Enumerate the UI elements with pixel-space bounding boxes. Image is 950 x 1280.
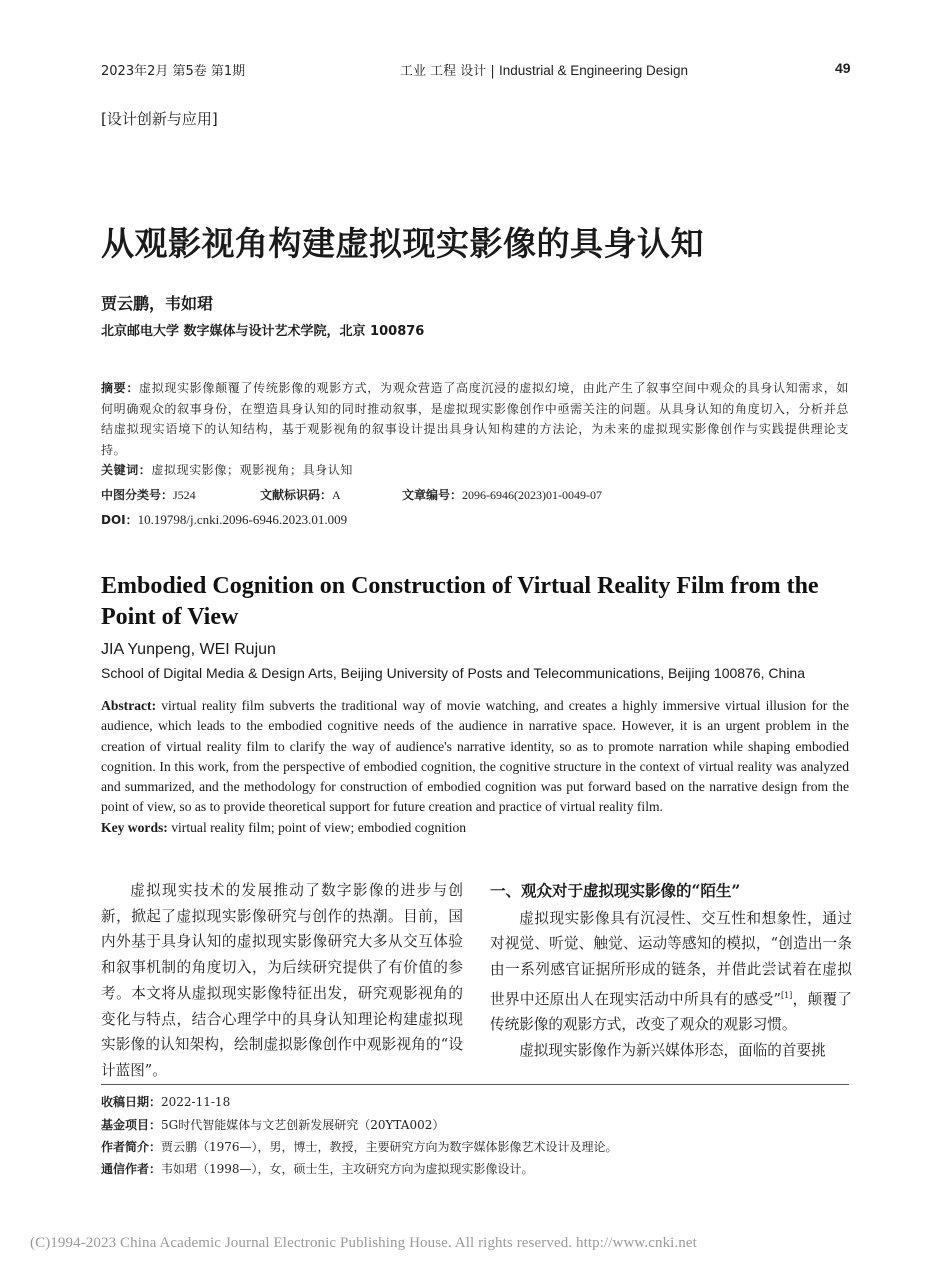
doi-value: 10.19798/j.cnki.2096-6946.2023.01.009 — [137, 512, 348, 527]
keywords-cn-label: 关键词： — [101, 463, 152, 477]
doc-code-value: A — [332, 488, 341, 502]
keywords-cn-text: 虚拟现实影像；观影视角；具身认知 — [151, 463, 354, 477]
body-right-column — [490, 878, 852, 1064]
section-tag: [设计创新与应用] — [101, 110, 218, 128]
copyright-notice: (C)1994-2023 China Academic Journal Electronic Publishing House. All rights reserved. http://www.cnki.net — [30, 1235, 697, 1251]
title-en: Embodied Cognition on Construction of Virtual Reality Film from the Point of View — [101, 573, 819, 630]
keywords-en-label: Key words: — [101, 820, 168, 835]
abstract-cn-label: 摘要： — [101, 381, 140, 395]
journal-name — [400, 60, 688, 79]
abstract-en — [101, 696, 849, 818]
doi — [101, 511, 347, 528]
keywords-cn — [101, 460, 849, 481]
section1-paragraph-1 — [490, 906, 852, 1038]
author-value: 贾云鹏（1976—），男，博士，教授，主要研究方向为数字媒体影像艺术设计及理论。 — [161, 1140, 618, 1154]
footnote-divider — [101, 1084, 849, 1085]
affiliation-cn: 北京邮电大学 数字媒体与设计艺术学院，北京 100876 — [101, 324, 425, 339]
affiliation-en: School of Digital Media & Design Arts, Beijing University of Posts and Telecommunications, Beijing 100876, China — [101, 665, 805, 681]
received-label: 收稿日期： — [101, 1095, 162, 1109]
footnote-received — [101, 1093, 230, 1110]
section-heading: 一、观众对于虚拟现实影像的“陌生” — [490, 881, 741, 900]
section1-para1-text: 虚拟现实影像具有沉浸性、交互性和想象性，通过对视觉、听觉、触觉、运动等感知的模拟，“创造出一条由一系列感官证据所形成的链条，并借此尝试着在虚拟世界中还原出人在现实活动中所具有的感受” — [490, 909, 852, 1008]
journal-name-en: Industrial & Engineering Design — [498, 63, 689, 78]
author-label: 作者简介： — [101, 1140, 162, 1154]
journal-separator: | — [490, 64, 495, 79]
abstract-en-label: Abstract: — [101, 698, 157, 713]
clc-label: 中图分类号： — [101, 488, 174, 502]
keywords-en-text: virtual reality film; point of view; embodied cognition — [171, 820, 467, 835]
title-cn: 从观影视角构建虚拟现实影像的具身认知 — [101, 224, 704, 263]
journal-name-cn: 工业 工程 设计 — [400, 64, 487, 79]
intro-paragraph: 虚拟现实技术的发展推动了数字影像的进步与创新，掀起了虚拟现实影像研究与创作的热潮。目前，国内外基于具身认知的虚拟现实影像研究大多从交互体验和叙事机制的角度切入，为后续研究提供了有价值的参考。本文将从虚拟现实影像特征出发，研究观影视角的变化与特点，结合心理学中的具身认知理论构建虚拟现实影像的认知架构，绘制虚拟影像创作中观影视角的“设计蓝图”。 — [101, 882, 463, 1079]
footnote-correspondence — [101, 1160, 534, 1177]
classification-row — [101, 486, 196, 503]
article-number-label: 文章编号： — [402, 488, 463, 502]
corr-value: 韦如珺（1998—），女，硕士生，主攻研究方向为虚拟现实影像设计。 — [161, 1162, 534, 1176]
body-left-column — [101, 878, 463, 1084]
corr-label: 通信作者： — [101, 1162, 162, 1176]
page-number: 49 — [835, 60, 851, 76]
section1-para1-end: ，颠覆了传统影像的观影方式，改变了观众的观影习惯。 — [490, 990, 852, 1034]
abstract-cn — [101, 378, 849, 460]
article-number-value: 2096-6946(2023)01-0049-07 — [462, 488, 602, 502]
abstract-en-text: virtual reality film subverts the traditional way of movie watching, and creates a highly immersive virtual illusion for the audience, which leads to the embodied cognitive needs of the audience in narrative space. However, it is an urgent problem in the creation of virtual reality film to clarify the way of audience's narrative identity, so as to promote narration while shaping embodied cognition. In this work, from the perspective of embodied cognition, the cognitive structure in the context of virtual reality was analyzed and summarized, and the methodology for construction of embodied cognition was put forward based on the narrative design from the point of view, so as to provide theoretical support for future creation and practice of virtual reality film. — [101, 698, 850, 815]
clc-value: J524 — [173, 488, 196, 502]
section1-paragraph-2: 虚拟现实影像作为新兴媒体形态，面临的首要挑 — [519, 1042, 826, 1060]
doc-code — [260, 486, 341, 503]
footnote-author — [101, 1138, 618, 1155]
authors-en: JIA Yunpeng, WEI Rujun — [101, 641, 276, 658]
citation-ref[interactable]: [1] — [780, 990, 793, 1000]
received-value: 2022-11-18 — [161, 1095, 231, 1109]
abstract-cn-text: 虚拟现实影像颠覆了传统影像的观影方式，为观众营造了高度沉浸的虚拟幻境，由此产生了叙事空间中观众的具身认知需求，如何明确观众的叙事身份，在塑造具身认知的同时推动叙事，是虚拟现实影像创作中亟需关注的问题。从具身认知的角度切入，分析并总结虚拟现实语境下的认知结构，基于观影视角的叙事设计提出具身认知构建的方法论，为未来的虚拟现实影像创作与实践提供理论支持。 — [101, 381, 849, 457]
keywords-en — [101, 820, 466, 836]
authors-cn: 贾云鹏，韦如珺 — [101, 294, 214, 313]
footnote-fund — [101, 1116, 444, 1133]
abstract-cn-block — [101, 378, 849, 481]
issue-info: 2023年2月 第5卷 第1期 — [101, 64, 246, 79]
doi-label: DOI： — [101, 513, 138, 527]
article-number — [402, 486, 602, 503]
fund-label: 基金项目： — [101, 1118, 162, 1132]
doc-code-label: 文献标识码： — [260, 488, 333, 502]
fund-value: 5G时代智能媒体与文艺创新发展研究（20YTA002） — [161, 1118, 445, 1132]
